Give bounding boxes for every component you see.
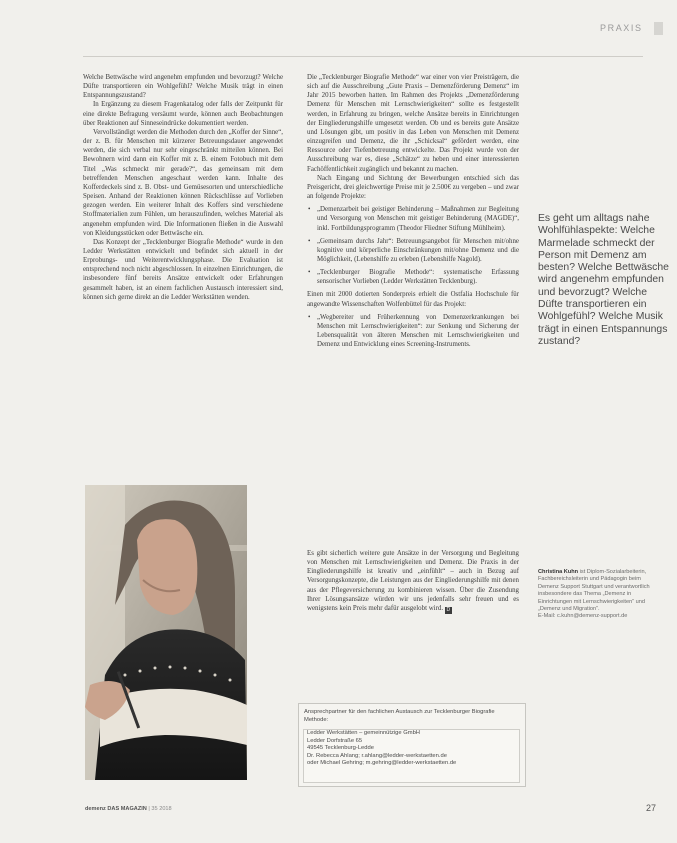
- paragraph: Die „Tecklenburger Biografie Methode“ war einer von vier Preisträgern, die sich auf die Ausschreibung „Gute Praxis – Demenzförderung Demenz“ im Jahr 2015 beworben hatten. Im Rahmen des Projekts „Demenzförderung Demenz für Menschen mit Lernschwierigkeiten“ sollte es festgestellt werden, in Erfahrung zu bringen, welche Ansätze bereits in Einrichtungen der Eingliederungshilfe umgesetzt werden. Ob und es bereits gute Ansätze und Lösungen gibt, um positiv in das Leben von Menschen mit Demenz einzugreifen und Demenz, die ihr „Schicksal“ gefördert werden, eine Ressource oder Tiefenbetreuung entwickelte. Das Projekt wurde von der Ausschreibung war es, diese „Schätze“ zu heben und einer interessierten Fachöffentlichkeit zugänglich und bekannt zu machen.: [307, 74, 519, 173]
- author-bio: ist Diplom-Sozialarbeiterin, Fachbereichsleiterin und Pädagogin beim Demenz Support Stuttgart und verantwortlich insbesondere das Thema „Demenz in Einrichtungen mit Lernschwierigkeiten“ und „Demenz und Migration“.: [538, 569, 650, 613]
- column-middle: [307, 73, 519, 353]
- paragraph: In Ergänzung zu diesem Fragenkatalog oder falls der Zeitpunkt für eine direkte Befragung versäumt wurde, können auch Beobachtungen über Reaktionen auf Sinneseindrücke dokumentiert werden.: [83, 101, 283, 127]
- contact-line: oder Michael Gehring; m.gehring@ledder-werkstaetten.de: [307, 760, 457, 767]
- list-item: • „Demenzarbeit bei geistiger Behinderung – Maßnahmen zur Begleitung und Versorgung von Menschen mit geistiger Behinderung (MAGDE)“, inkl. Fortbildungsprogramm (Theodor Fliedner Stiftung Mühlheim).: [317, 205, 519, 232]
- contact-line: Dr. Rebecca Ahlang; r.ahlang@ledder-werkstaetten.de: [307, 752, 447, 759]
- author-name: Christina Kuhn: [538, 569, 579, 575]
- list-item: • „Gemeinsam durchs Jahr“: Betreuungsangebot für Menschen mit/ohne kognitive und körperliche Einschränkungen mit/ohne Demenz und die Möglichkeit, (Lebenshilfe zu erleben (Lebenshilfe Nagold).: [317, 237, 519, 264]
- paragraph: Einen mit 2000 dotierten Sonderpreis erhielt die Ostfalia Hochschule für angewandte Wissenschaften Wolfenbüttel für das Projekt:: [307, 291, 519, 308]
- paragraph: Vervollständigt werden die Methoden durch den „Koffer der Sinne“, der z. B. für Menschen mit kürzerer Betreuungsdauer angewendet werden, die sich verbal nur sehr eingeschränkt mitteilen können. Bei Bewohnern wird dann ein Koffer mit z. B. einem Fotobuch mit dem Titel „Was schmeckt mir gerade?“, das gemeinsam mit dem betreffenden Menschen angeschaut werden kann. Inhalte des Kofferdeckels sind z. B. Obst- und Gemüsesorten und unterschiedliche Speisen. Anhand der Reaktionen können Rückschlüsse auf Vorlieben gezogen werden. Ein weiterer Inhalt des Koffers sind verschiedene Stoffmaterialien zum Fühlen, um herauszufinden, welches Material als angenehm empfunden wird. Die Informationen fließen in die Auswahl von Kleidungsstücken oder Bettwäsche ein.: [83, 128, 283, 237]
- contact-info-box: [298, 703, 526, 787]
- list-item: • „Tecklenburger Biografie Methode“: systematische Erfassung sensorischer Vorlieben (Ledder Werkstätten Tecklenburg).: [317, 268, 519, 286]
- pull-quote: Es geht um alltags nahe Wohlfühlaspekte: Welche Marmelade schmeckt der Person mit Demenz am besten? Welche Bettwäsche wird angenehm empfunden und bevorzugt? Welche Düfte transportieren ein Wohlgefühl? Welche Musik trägt in einen Entspannungs zustand?: [538, 213, 669, 347]
- special-prize-list: [307, 313, 519, 350]
- magazine-title: demenz DAS MAGAZIN: [85, 806, 147, 812]
- paragraph: [307, 549, 519, 614]
- paragraph-text: Es gibt sicherlich weitere gute Ansätze in der Versorgung und Begleitung von Menschen mit Lernschwierigkeiten und Demenz. Die Praxis in der Eingliederungshilfe ist kreativ und „einfühlt“ – auch in Bezug auf Versorgungskonzepte, die Leistungen aus der Eingliederungshilfe mit denen aus der Pflegeversicherung zu kombinieren wissen. Über die Zusendung Ihrer Lösungsansätze würden wir uns jedenfalls sehr freuen und es wenigstens kein Preis mehr dafür ausgelobt wird.: [307, 550, 519, 612]
- paragraph: Das Konzept der „Tecklenburger Biografie Methode“ wurde in den Ledder Werkstätten entwickelt und befindet sich aktuell in der Erprobungs- und Weiterentwicklungsphase. Die Evaluation ist entsprechend noch nicht abgeschlossen. In einzelnen Einrichtungen, die insbesondere fünf bereits Ansätze entwickelt oder Erfahrungen gesammelt haben, ist an einem fachlichen Austausch interessiert sind, können sich gerne direkt an die Ledder Werkstätten wenden.: [83, 238, 283, 301]
- end-of-article-mark: D: [446, 606, 451, 613]
- paragraph: Welche Bettwäsche wird angenehm empfunden und bevorzugt? Welche Düfte transportieren ein Wohlgefühl? Welche Musik trägt in einen Entspannungszustand?: [83, 74, 283, 100]
- contact-details: [303, 729, 520, 783]
- section-tab-marker: [654, 22, 663, 35]
- contact-intro: Ansprechpartner für den fachlichen Austausch zur Tecklenburger Biografie Methode:: [304, 709, 495, 723]
- contact-line: Ledder Werkstätten – gemeinnützige GmbH: [307, 730, 420, 736]
- photo-illustration: [85, 485, 247, 780]
- list-item: • „Wegbereiter und Früherkennung von Demenzerkrankungen bei Menschen mit Lernschwierigkeiten“: zur Senkung und Sicherung der Lebensqualität von älteren Menschen mit Lernschwierigkeiten und Demenz und Entwicklung eines Screening-Instruments.: [317, 313, 519, 350]
- page-number: 27: [646, 803, 657, 813]
- footer-magazine: [85, 806, 172, 812]
- paragraph: Nach Eingang und Sichtung der Bewerbungen entschied sich das Preisgericht, drei gleichwertige Preise mit je 2.500€ zu vergeben – und zwar an folgende Projekte:: [307, 174, 519, 201]
- column-middle-lower: [307, 549, 519, 614]
- header-rule: [83, 56, 643, 57]
- contact-line: 49545 Tecklenburg-Ledde: [307, 745, 374, 752]
- issue-number: | 35 2018: [148, 806, 172, 812]
- section-label: PRAXIS: [600, 23, 643, 33]
- column-left: [83, 73, 283, 302]
- contact-line: Ledder Dorfstraße 65: [307, 737, 363, 744]
- author-box: [538, 569, 656, 621]
- photo-woman-knitting: [85, 485, 247, 780]
- prize-list: [307, 205, 519, 286]
- author-email: E-Mail: c.kuhn@demenz-support.de: [538, 613, 628, 620]
